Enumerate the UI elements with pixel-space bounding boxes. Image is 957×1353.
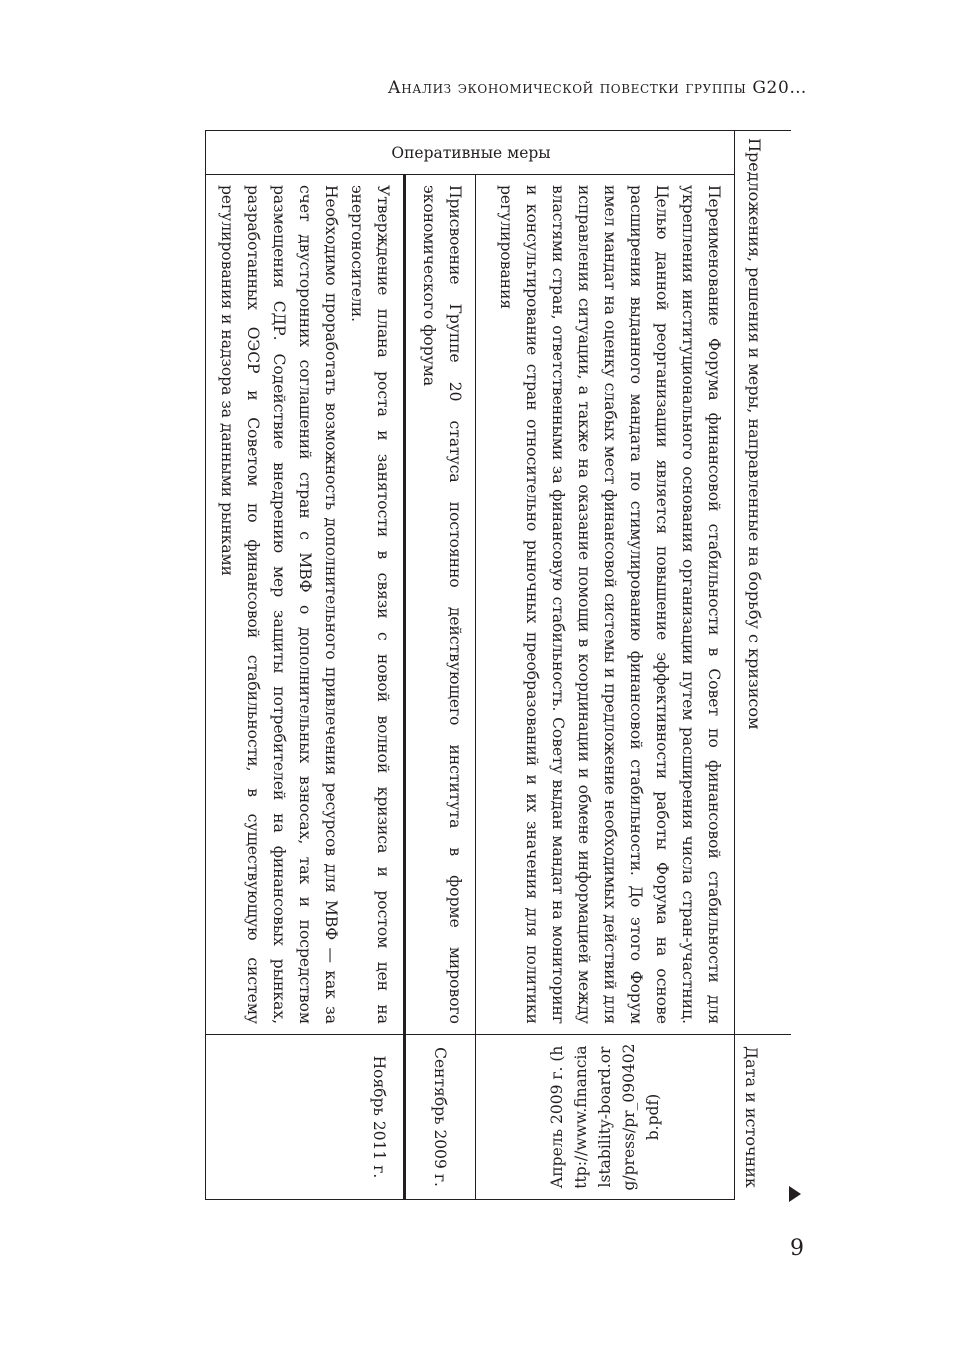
header-date-source: Дата и источник: [742, 1046, 761, 1188]
measures-table: [205, 130, 791, 1200]
table-row: [403, 175, 475, 1199]
operational-measures-group: [205, 130, 735, 1200]
header-measures: Предложения, решения и меры, направленные на борьбу с кризисом: [745, 138, 764, 730]
running-head: Анализ экономической повестки группы G20…: [387, 78, 807, 98]
table-row: [206, 175, 403, 1199]
table-end-marker: [789, 1186, 801, 1202]
measure-text: [206, 175, 403, 1035]
measure-text: Присвоение Группе 20 статуса постоянно действующего института в форме мирового экономического форума: [406, 175, 475, 1035]
date-source: Апрель 2009 г. (http://www.financialstability-board.org/press/pr_090402b.pdf): [548, 1043, 662, 1191]
table-row: [475, 175, 734, 1199]
date-source: Сентябрь 2009 г.: [431, 1047, 450, 1187]
measure-text: Переименование Форума финансовой стабильности в Совет по финансовой стабильности для укрепления институционального основания организации путем расширения числа стран-участниц. Целью данной реорганизации является повышение эффективности работы Форума на основе расширения выданного мандата по стимулированию финансовой стабильности. До этого Форум имел мандат на оценку слабых мест финансовой системы и предложение необходимых действий для исправления ситуации, а также на оказание помощи в координации и обмене информацией между властями стран, ответственными за финансовую стабильность. Совету выдан мандат на мониторинг и консультирование стран относительно рыночных преобразований и их значения для политики регулирования: [476, 175, 734, 1035]
measures-table-rotated: [205, 130, 791, 1200]
category-column: [206, 131, 734, 175]
page-number: 9: [790, 1236, 804, 1261]
category-label: Оперативные меры: [391, 144, 551, 162]
measure-paragraph: Утверждение плана роста и занятости в связи с новой волной кризиса и ростом цен на энергоносители.: [348, 185, 392, 1024]
measure-paragraph: Необходимо проработать возможность дополнительного привлечения ресурсов для МВФ — как за счет двусторонних соглашений стран с МВФ о дополнительных взносах, так и посредством размещения СДР. Содействие внедрению мер защиты потребителей на финансовых рынках, разработанных ОЭСР и Советом по финансовой стабильности, в существующую систему регулирования и надзора за данными рынками: [218, 185, 340, 1024]
date-source: Ноябрь 2011 г.: [370, 1055, 388, 1179]
